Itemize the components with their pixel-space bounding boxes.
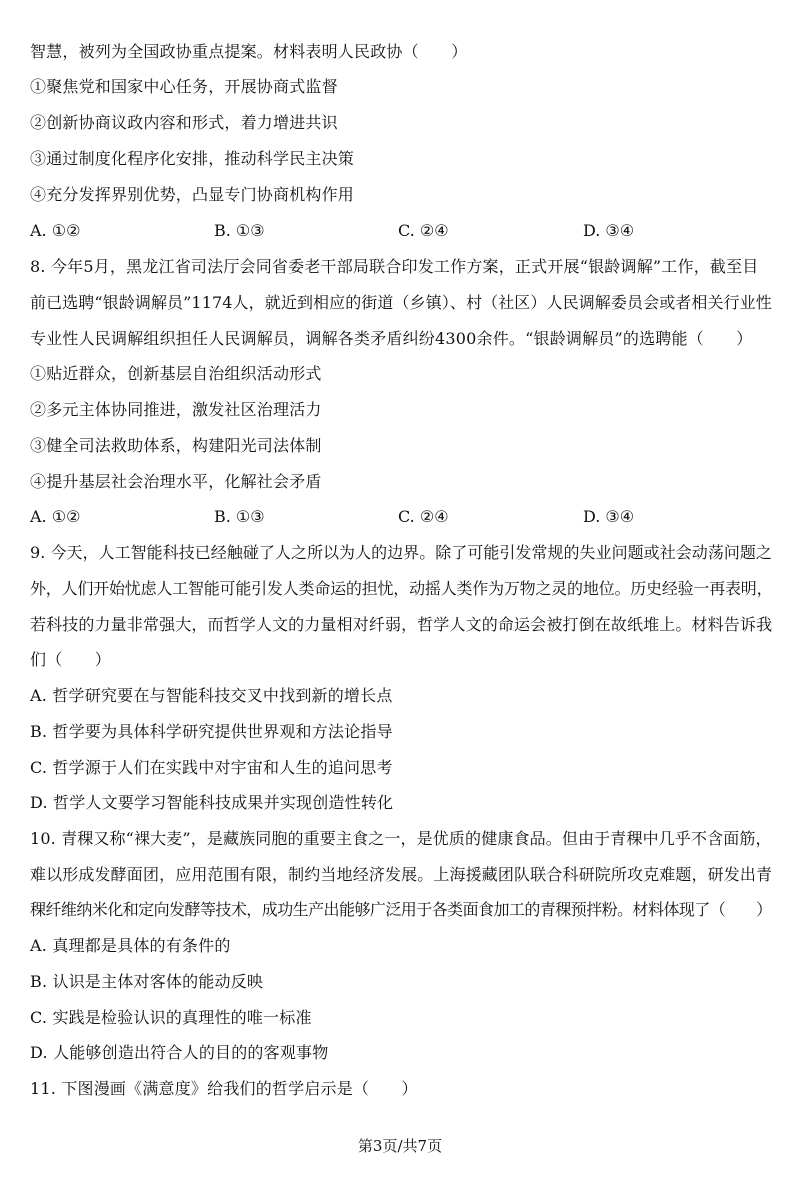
q9-option-b: B. 哲学要为具体科学研究提供世界观和方法论指导: [30, 722, 393, 741]
page-number: 第3页/共7页: [357, 1137, 443, 1155]
q10-stem-line-2: 难以形成发酵面团，应用范围有限，制约当地经济发展。上海援藏团队联合科研院所攻克难题，研发出青: [30, 865, 773, 884]
q8-item-3: ③健全司法救助体系，构建阳光司法体制: [30, 436, 322, 455]
q7-item-2: ②创新协商议政内容和形式，着力增进共识: [30, 113, 338, 132]
q11-stem: 11. 下图漫画《满意度》给我们的哲学启示是（ ）: [30, 1079, 418, 1098]
q9-stem-line-4: 们（ ）: [30, 650, 112, 669]
q8-stem-line-1: 8. 今年5月，黑龙江省司法厅会同省委老干部局联合印发工作方案，正式开展“银龄调解”工作，截至目: [30, 257, 759, 276]
q8-option-b: B. ①③: [214, 507, 265, 526]
q10-stem-line-3: 稞纤维纳米化和定向发酵等技术，成功生产出能够广泛用于各类面食加工的青稞预拌粉。材料体现了（ ）: [30, 900, 772, 919]
q7-option-c: C. ②④: [398, 221, 449, 240]
q8-stem-line-3: 专业性人民调解组织担任人民调解员，调解各类矛盾纠纷4300余件。“银龄调解员”的选聘能（ ）: [30, 329, 753, 348]
q8-item-2: ②多元主体协同推进，激发社区治理活力: [30, 400, 322, 419]
q8-item-4: ④提升基层社会治理水平，化解社会矛盾: [30, 472, 322, 491]
q7-options: [30, 221, 770, 241]
q7-option-d: D. ③④: [583, 221, 635, 240]
q9-stem-line-2: 外，人们开始忧虑人工智能可能引发人类命运的担忧，动摇人类作为万物之灵的地位。历史经验一再表明，: [30, 579, 773, 598]
q9-option-a: A. 哲学研究要在与智能科技交叉中找到新的增长点: [30, 686, 393, 705]
q7-item-4: ④充分发挥界别优势，凸显专门协商机构作用: [30, 185, 355, 204]
q7-item-1: ①聚焦党和国家中心任务，开展协商式监督: [30, 77, 338, 96]
q9-stem-line-1: 9. 今天，人工智能科技已经触碰了人之所以为人的边界。除了可能引发常规的失业问题或社会动荡问题之: [30, 543, 772, 562]
q9-option-d: D. 哲学人文要学习智能科技成果并实现创造性转化: [30, 793, 394, 812]
q8-option-d: D. ③④: [583, 507, 635, 526]
q10-option-a: A. 真理都是具体的有条件的: [30, 936, 231, 955]
q9-option-c: C. 哲学源于人们在实践中对宇宙和人生的追问思考: [30, 758, 393, 777]
q10-stem-line-1: 10. 青稞又称“裸大麦”，是藏族同胞的重要主食之一，是优质的健康食品。但由于青稞中几乎不含面筋，: [30, 829, 772, 848]
q9-stem-line-3: 若科技的力量非常强大，而哲学人文的力量相对纤弱，哲学人文的命运会被打倒在故纸堆上。材料告诉我: [30, 615, 773, 634]
q7-option-a: A. ①②: [30, 221, 81, 240]
q7-option-b: B. ①③: [214, 221, 265, 240]
q8-option-a: A. ①②: [30, 507, 81, 526]
q10-option-d: D. 人能够创造出符合人的目的的客观事物: [30, 1043, 329, 1062]
q8-stem-line-2: 前已选聘“银龄调解员”1174人，就近到相应的街道（乡镇）、村（社区）人民调解委员会或者相关行业性: [30, 293, 772, 312]
q7-item-3: ③通过制度化程序化安排，推动科学民主决策: [30, 149, 355, 168]
q10-option-c: C. 实践是检验认识的真理性的唯一标准: [30, 1008, 312, 1027]
q8-option-c: C. ②④: [398, 507, 449, 526]
q8-options: [30, 507, 770, 527]
q10-option-b: B. 认识是主体对客体的能动反映: [30, 972, 264, 991]
q7-stem-tail: 智慧，被列为全国政协重点提案。材料表明人民政协（ ）: [30, 42, 468, 61]
q8-item-1: ①贴近群众，创新基层自治组织活动形式: [30, 364, 322, 383]
